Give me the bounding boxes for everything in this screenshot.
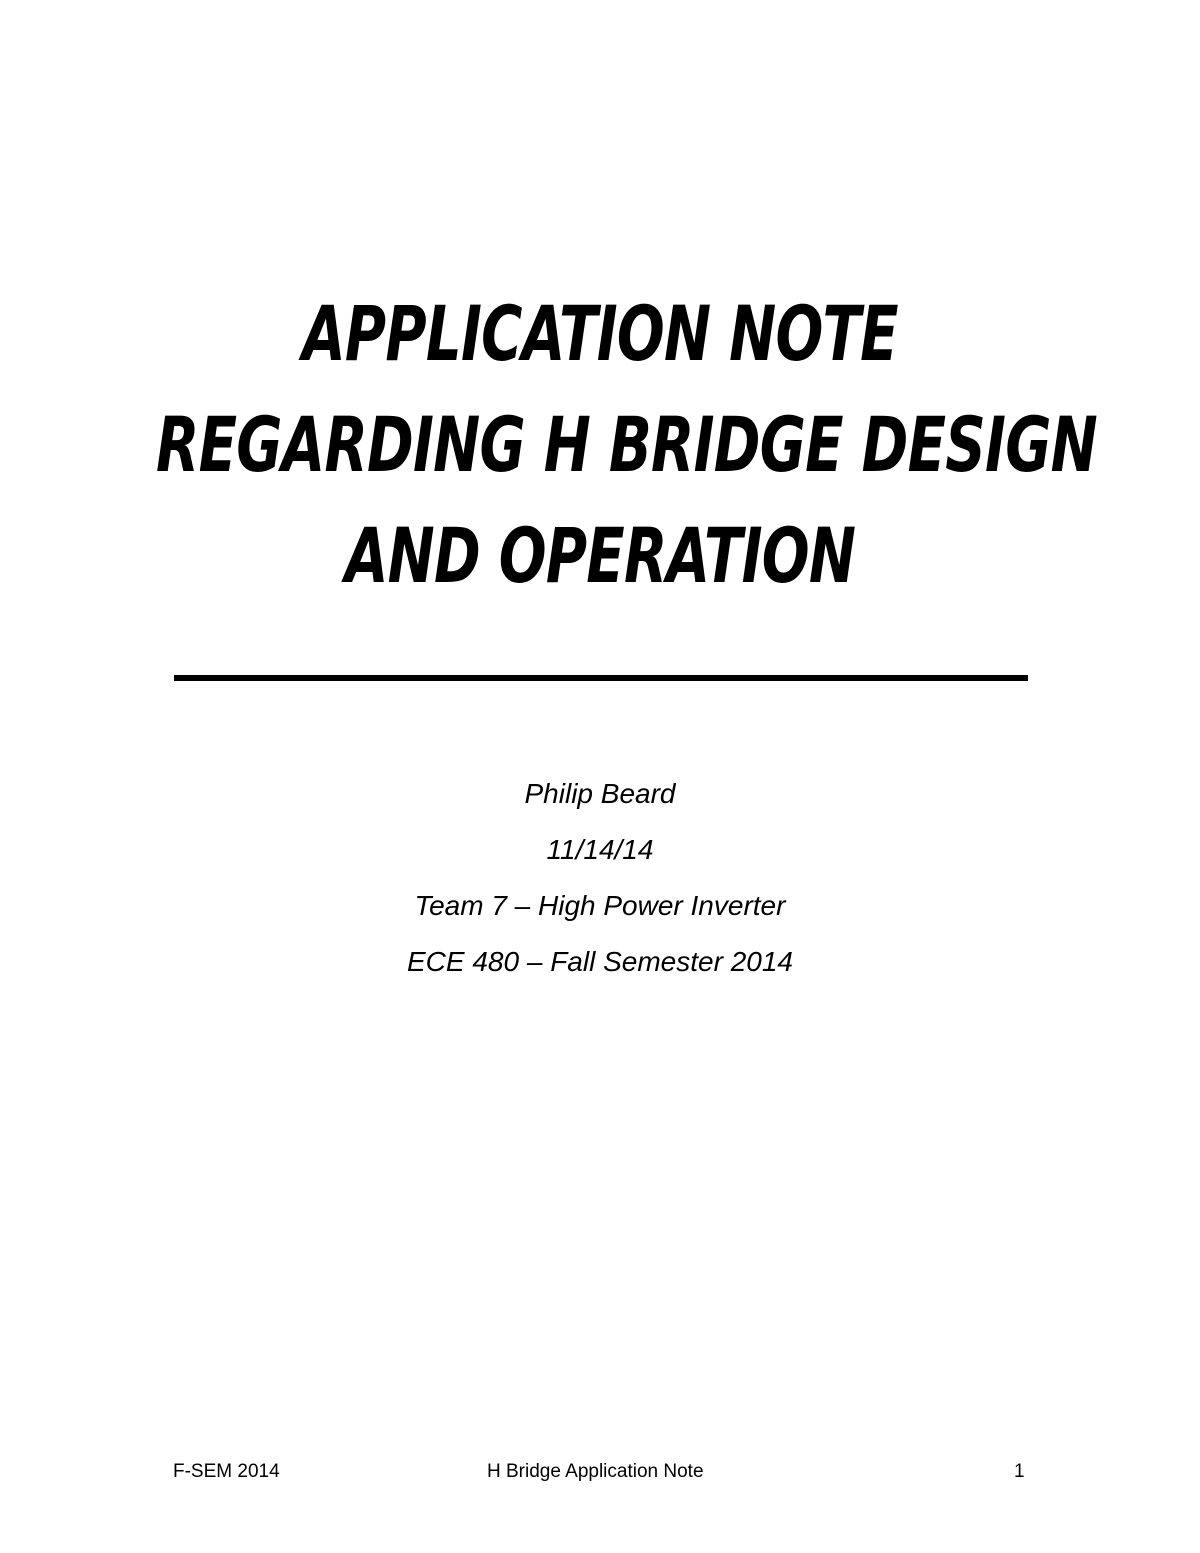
author-name: Philip Beard (524, 778, 676, 809)
author-info-block (0, 766, 1200, 990)
course-name: ECE 480 – Fall Semester 2014 (407, 946, 793, 977)
title-block (0, 278, 1200, 611)
title-line-3: AND OPERATION (344, 511, 856, 600)
page-number: 1 (1014, 1461, 1025, 1482)
title-divider (174, 675, 1028, 681)
title-line-1: APPLICATION NOTE (302, 289, 898, 378)
document-date: 11/14/14 (546, 834, 654, 865)
footer-semester: F-SEM 2014 (173, 1461, 280, 1482)
footer-title: H Bridge Application Note (487, 1461, 704, 1482)
page-footer (0, 1460, 1200, 1484)
title-line-2: REGARDING H BRIDGE DESIGN (156, 400, 1097, 489)
team-name: Team 7 – High Power Inverter (414, 890, 786, 921)
